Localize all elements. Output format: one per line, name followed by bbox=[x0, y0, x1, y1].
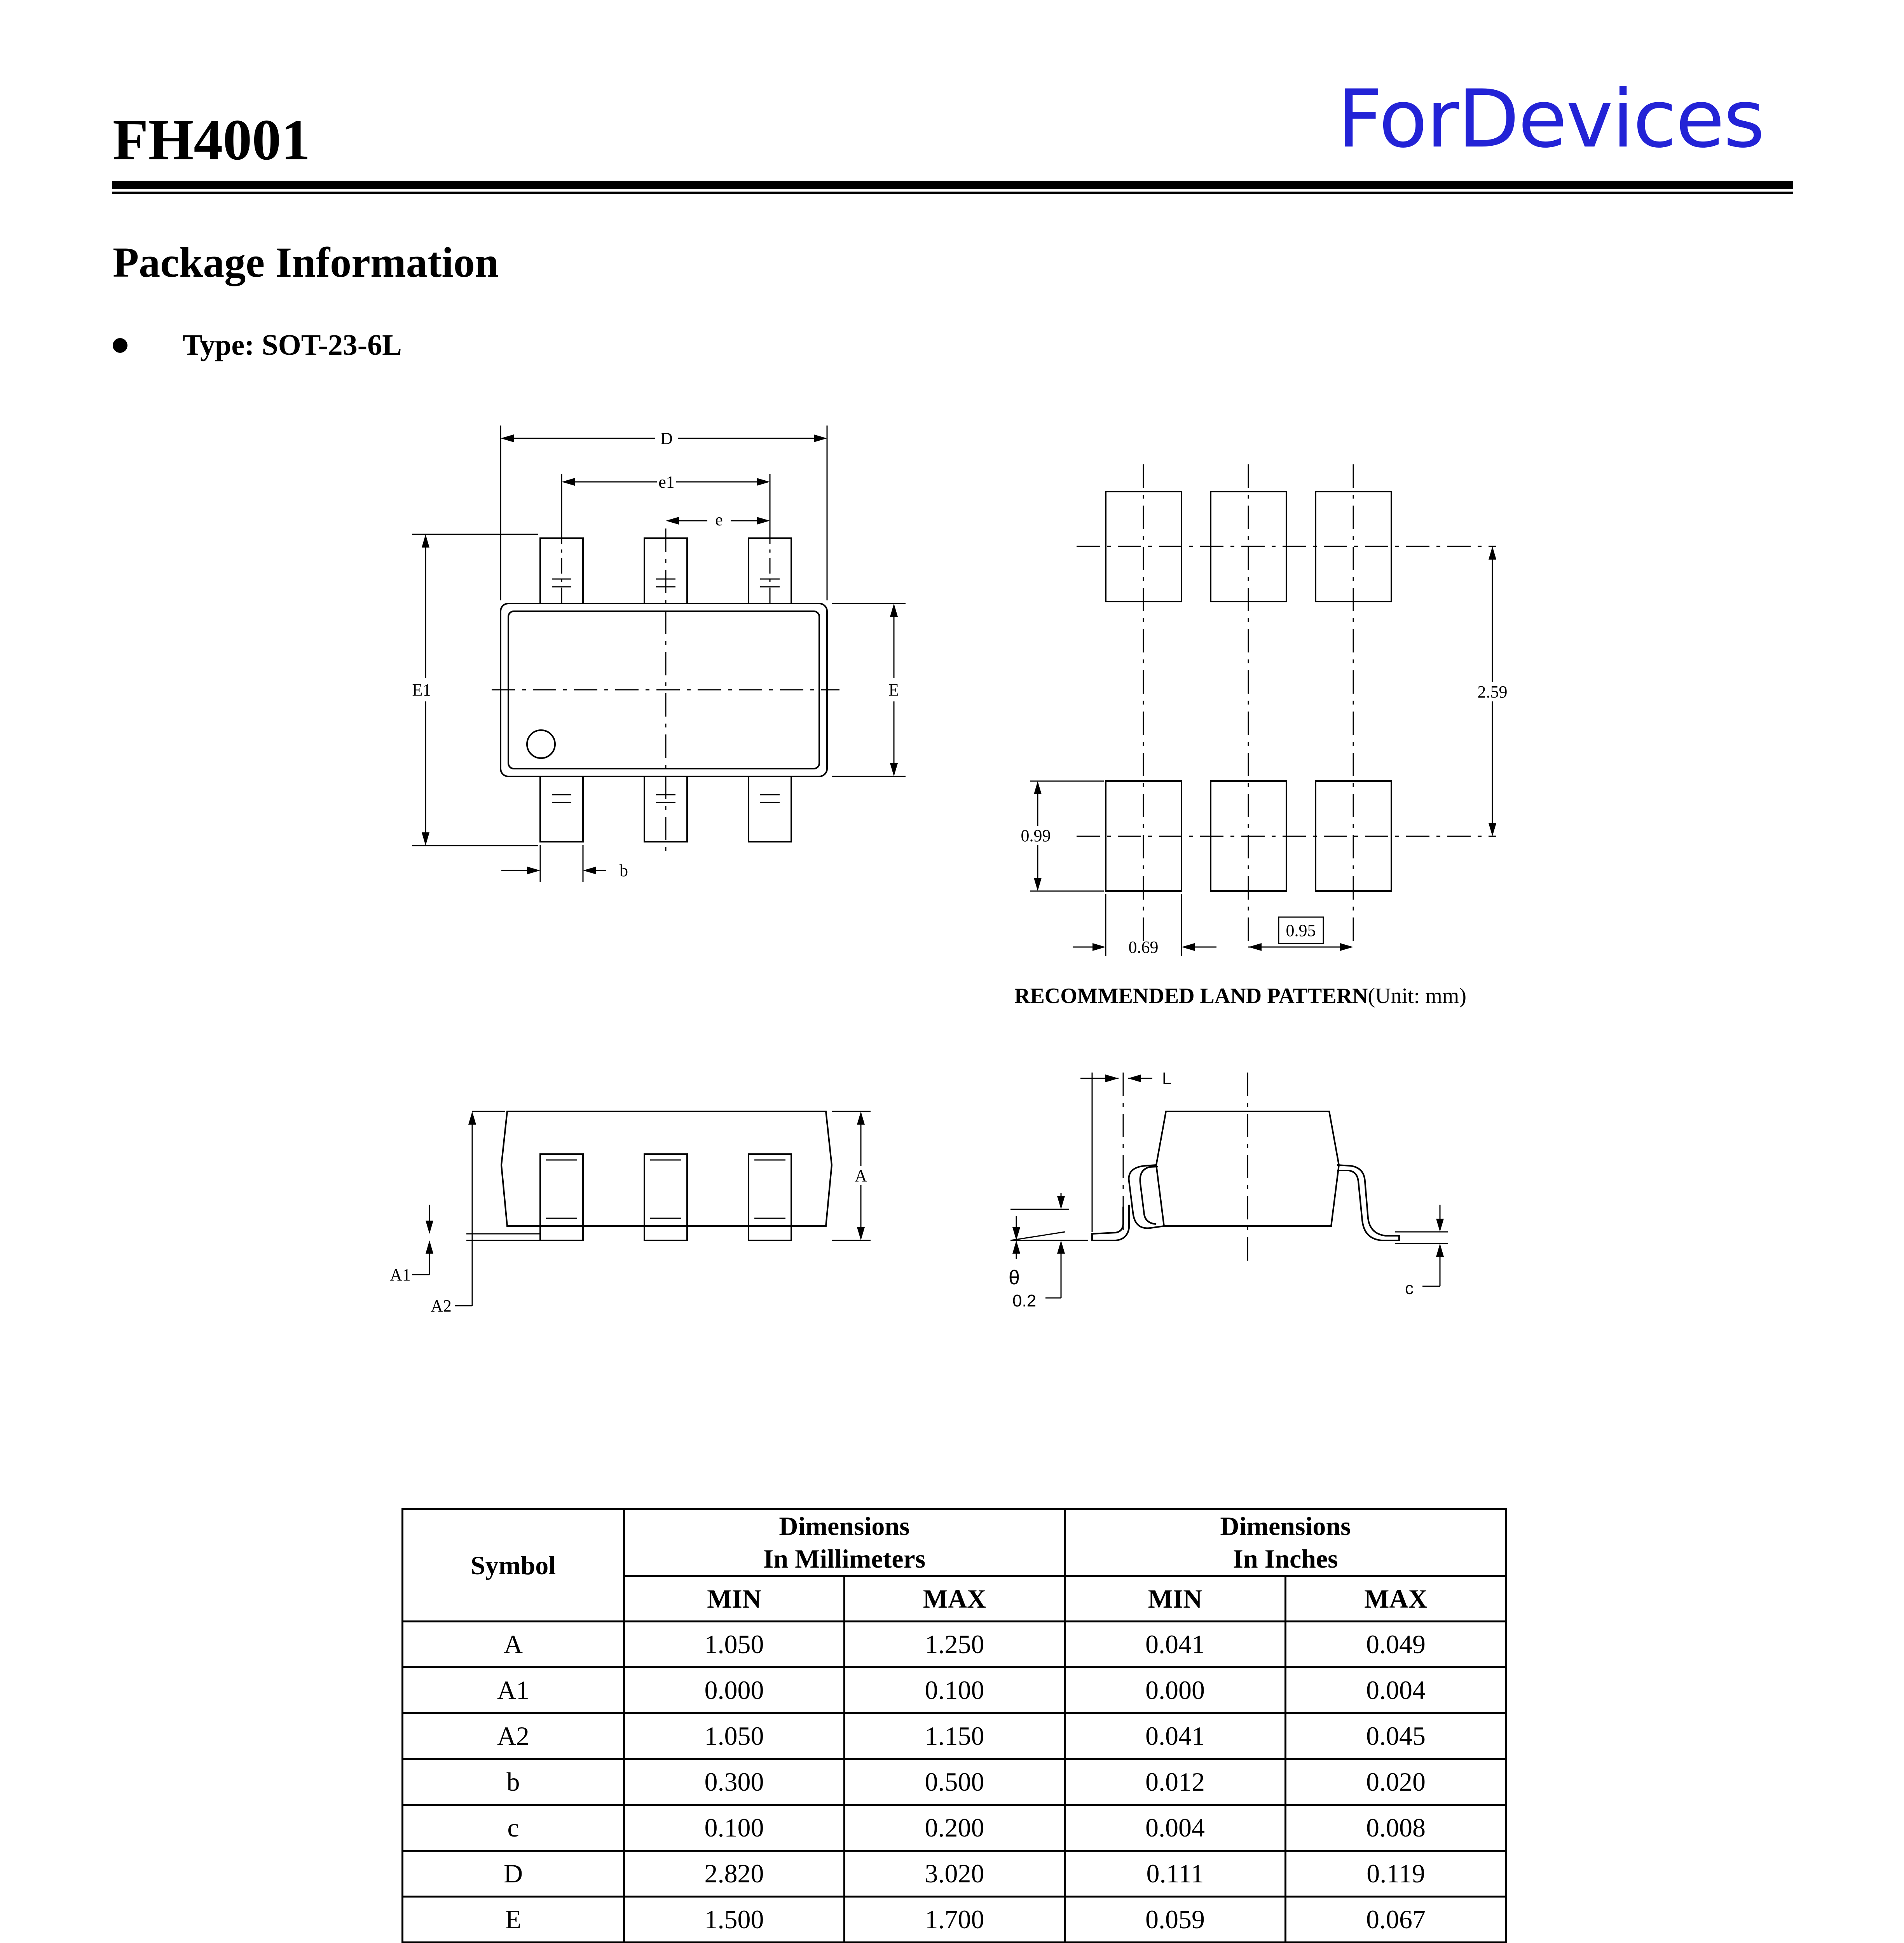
dim-label-gauge: 0.2 bbox=[1012, 1291, 1037, 1310]
value-cell: 0.300 bbox=[624, 1759, 845, 1805]
land-label-pad-width: 0.69 bbox=[1128, 938, 1159, 957]
value-cell: 0.119 bbox=[1286, 1851, 1506, 1897]
table-row bbox=[403, 1897, 1506, 1943]
dim-label-L: L bbox=[1162, 1069, 1172, 1088]
value-cell: 2.820 bbox=[624, 1851, 845, 1897]
dim-label-e: e bbox=[715, 510, 723, 529]
table-row bbox=[403, 1667, 1506, 1713]
in-max-header: MAX bbox=[1286, 1576, 1506, 1622]
value-cell: 0.111 bbox=[1065, 1851, 1286, 1897]
value-cell: 0.004 bbox=[1286, 1667, 1506, 1713]
symbol-cell: D bbox=[403, 1851, 624, 1897]
land-pattern-caption: RECOMMENDED LAND PATTERN(Unit: mm) bbox=[1014, 984, 1467, 1008]
end-view-drawing bbox=[995, 1065, 1461, 1329]
dim-label-b: b bbox=[620, 861, 628, 880]
table-row bbox=[403, 1851, 1506, 1897]
symbol-cell: A2 bbox=[403, 1713, 624, 1759]
value-cell: 3.020 bbox=[845, 1851, 1065, 1897]
value-cell: 0.004 bbox=[1065, 1805, 1286, 1851]
part-number-title: FH4001 bbox=[113, 108, 311, 172]
land-pattern-drawing bbox=[1010, 459, 1516, 964]
dim-label-A: A bbox=[855, 1166, 867, 1185]
land-label-height: 2.59 bbox=[1477, 682, 1508, 701]
package-type-label: Type: SOT-23-6L bbox=[183, 329, 402, 361]
symbol-cell: A bbox=[403, 1622, 624, 1667]
value-cell: 1.150 bbox=[845, 1713, 1065, 1759]
dim-label-D: D bbox=[660, 429, 673, 448]
value-cell: 0.020 bbox=[1286, 1759, 1506, 1805]
value-cell: 0.059 bbox=[1065, 1897, 1286, 1943]
mm-max-header: MAX bbox=[845, 1576, 1065, 1622]
mm-min-header: MIN bbox=[624, 1576, 845, 1622]
symbol-cell: E bbox=[403, 1897, 624, 1943]
dim-label-A1: A1 bbox=[390, 1265, 411, 1284]
value-cell: 1.700 bbox=[845, 1897, 1065, 1943]
value-cell: 0.012 bbox=[1065, 1759, 1286, 1805]
brand-logo: ForDevices bbox=[1337, 73, 1764, 166]
symbol-header: Symbol bbox=[403, 1509, 624, 1622]
dim-label-E: E bbox=[888, 680, 899, 699]
value-cell: 0.000 bbox=[624, 1667, 845, 1713]
value-cell: 0.045 bbox=[1286, 1713, 1506, 1759]
value-cell: 0.000 bbox=[1065, 1667, 1286, 1713]
dim-label-A2: A2 bbox=[431, 1296, 452, 1315]
value-cell: 0.200 bbox=[845, 1805, 1065, 1851]
land-label-pitch: 0.95 bbox=[1286, 921, 1316, 940]
value-cell: 0.041 bbox=[1065, 1713, 1286, 1759]
header-rule-thick bbox=[112, 181, 1793, 189]
in-min-header: MIN bbox=[1065, 1576, 1286, 1622]
inch-header: Dimensions In Inches bbox=[1065, 1509, 1506, 1576]
mm-header: Dimensions In Millimeters bbox=[624, 1509, 1065, 1576]
value-cell: 1.050 bbox=[624, 1622, 845, 1667]
value-cell: 0.500 bbox=[845, 1759, 1065, 1805]
value-cell: 0.041 bbox=[1065, 1622, 1286, 1667]
dim-label-theta: θ bbox=[1009, 1266, 1020, 1289]
value-cell: 1.500 bbox=[624, 1897, 845, 1943]
land-label-pad-length: 0.99 bbox=[1021, 826, 1051, 845]
value-cell: 0.100 bbox=[845, 1667, 1065, 1713]
value-cell: 0.008 bbox=[1286, 1805, 1506, 1851]
table-row bbox=[403, 1759, 1506, 1805]
side-view-drawing bbox=[373, 1096, 917, 1329]
bullet-icon bbox=[113, 338, 127, 353]
value-cell: 0.100 bbox=[624, 1805, 845, 1851]
table-row bbox=[403, 1713, 1506, 1759]
dim-label-c: c bbox=[1405, 1279, 1414, 1298]
header-rule-thin bbox=[112, 192, 1793, 194]
symbol-cell: A1 bbox=[403, 1667, 624, 1713]
dim-label-e1: e1 bbox=[658, 473, 675, 492]
symbol-cell: b bbox=[403, 1759, 624, 1805]
value-cell: 1.050 bbox=[624, 1713, 845, 1759]
dim-label-E1: E1 bbox=[412, 680, 431, 699]
table-row bbox=[403, 1622, 1506, 1667]
value-cell: 0.067 bbox=[1286, 1897, 1506, 1943]
symbol-cell: c bbox=[403, 1805, 624, 1851]
section-title: Package Information bbox=[113, 239, 499, 286]
value-cell: 0.049 bbox=[1286, 1622, 1506, 1667]
table-row bbox=[403, 1805, 1506, 1851]
value-cell: 1.250 bbox=[845, 1622, 1065, 1667]
top-view-drawing bbox=[389, 420, 933, 909]
table-header-row bbox=[403, 1509, 1506, 1576]
dimensions-table bbox=[401, 1508, 1507, 1943]
